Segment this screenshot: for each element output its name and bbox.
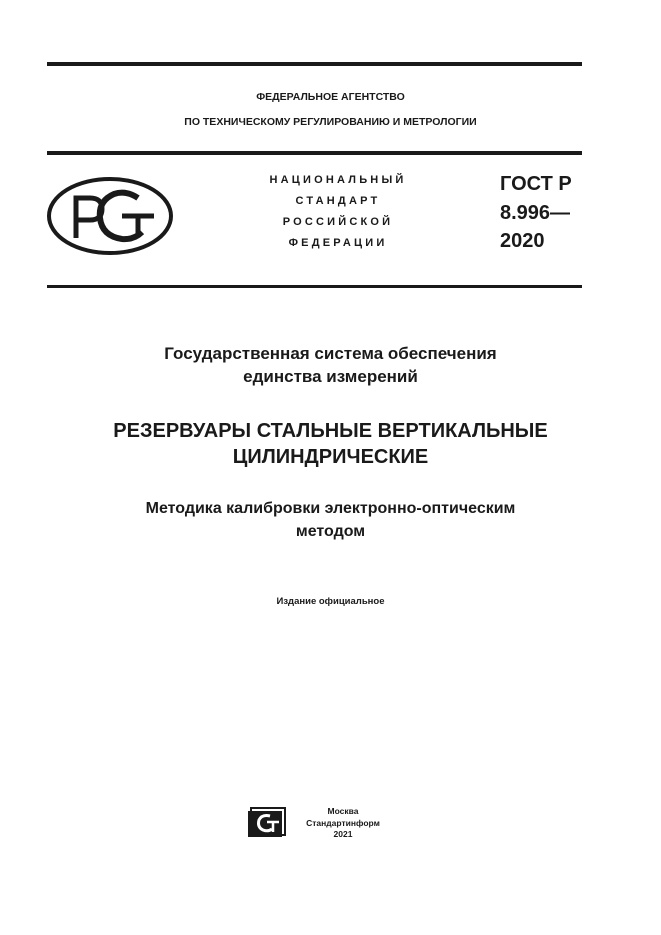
national-line: ФЕДЕРАЦИИ — [288, 237, 388, 249]
national-line: НАЦИОНАЛЬНЫЙ — [269, 174, 407, 186]
system-title-line-1: Государственная система обеспечения — [164, 344, 497, 363]
main-title-line-2: ЦИЛИНДРИЧЕСКИЕ — [232, 446, 429, 468]
method-title-line-1: Методика калибровки электронно-оптическим — [145, 500, 516, 517]
national-line: СТАНДАРТ — [295, 195, 381, 207]
standartinform-logo-icon — [248, 806, 288, 837]
national-line: РОССИЙСКОЙ — [282, 216, 394, 228]
edition-label: Издание официальное — [276, 596, 385, 607]
top-rule — [47, 62, 582, 66]
system-title-line-2: единства измерений — [243, 367, 418, 386]
method-title-line-2: методом — [295, 523, 366, 540]
publisher-city: Москва — [327, 806, 359, 816]
gost-line: 8.996— — [500, 201, 571, 224]
agency-line-1: ФЕДЕРАЛЬНОЕ АГЕНТСТВО — [256, 91, 405, 103]
rst-certification-logo-icon — [46, 176, 174, 256]
publisher-info — [303, 806, 383, 841]
gost-line: ГОСТ Р — [500, 173, 572, 195]
block-rule — [47, 285, 582, 288]
agency-line-2: ПО ТЕХНИЧЕСКОМУ РЕГУЛИРОВАНИЮ И МЕТРОЛОГИИ — [184, 116, 477, 128]
header-rule — [47, 151, 582, 155]
gost-line: 2020 — [500, 230, 545, 252]
publisher-name: Стандартинформ — [306, 817, 380, 828]
national-standard-label — [232, 170, 444, 254]
publisher-year: 2021 — [333, 829, 353, 839]
main-title-line-1: РЕЗЕРВУАРЫ СТАЛЬНЫЕ ВЕРТИКАЛЬНЫЕ — [113, 420, 548, 442]
gost-number — [500, 170, 572, 256]
